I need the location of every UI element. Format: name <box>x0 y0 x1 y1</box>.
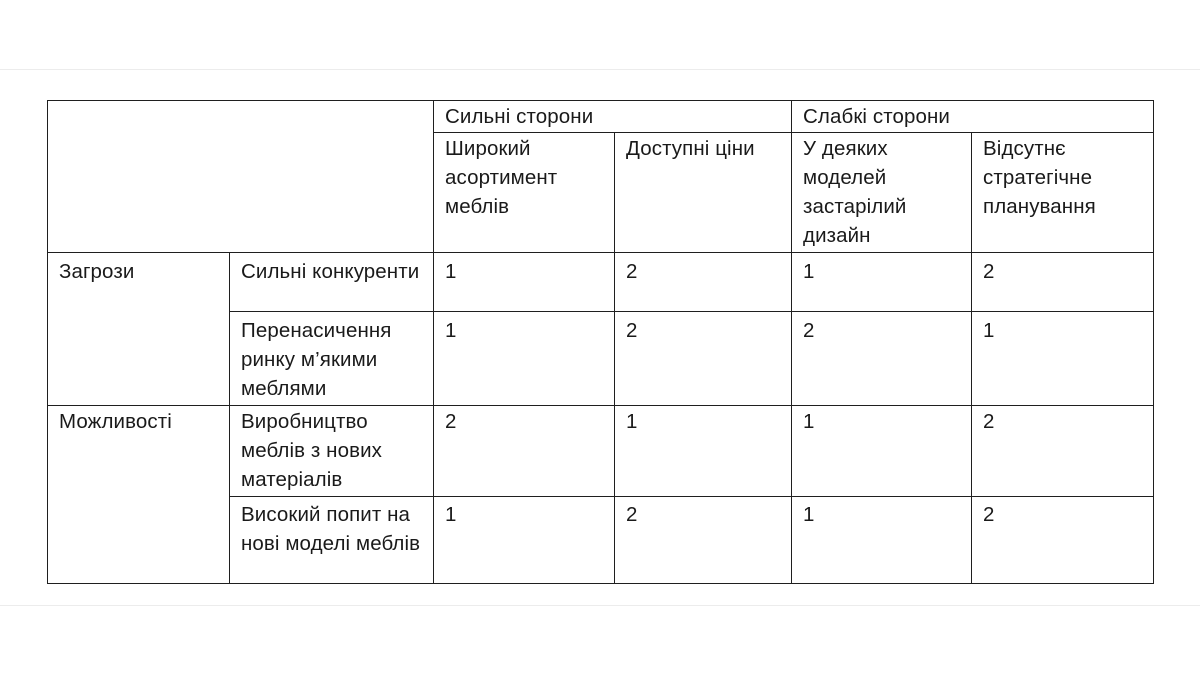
score-cell: 1 <box>434 497 615 584</box>
row-label: Виробництво меблів з нових матеріалів <box>230 406 434 497</box>
group-header-row <box>48 101 1154 133</box>
factor-header: Широкий асортимент меблів <box>434 133 615 253</box>
table-row <box>48 406 1154 497</box>
score-cell: 2 <box>434 406 615 497</box>
row-label: Перенасичення ринку м’якими меблями <box>230 312 434 406</box>
score-cell: 2 <box>972 253 1154 312</box>
score-cell: 2 <box>792 312 972 406</box>
score-cell: 2 <box>972 497 1154 584</box>
opportunities-label: Можливості <box>48 406 230 584</box>
bottom-divider <box>0 605 1200 606</box>
threats-label: Загрози <box>48 253 230 406</box>
score-cell: 1 <box>792 406 972 497</box>
score-cell: 1 <box>792 253 972 312</box>
score-cell: 2 <box>615 253 792 312</box>
factor-header: У деяких моделей застарілий дизайн <box>792 133 972 253</box>
score-cell: 2 <box>615 497 792 584</box>
empty-corner-cell <box>48 101 434 253</box>
score-cell: 1 <box>434 312 615 406</box>
strengths-header: Сильні сторони <box>434 101 792 133</box>
row-label: Високий попит на нові моделі меблів <box>230 497 434 584</box>
swot-matrix-table <box>47 100 1154 584</box>
factor-header: Доступні ціни <box>615 133 792 253</box>
row-label: Сильні конкуренти <box>230 253 434 312</box>
score-cell: 2 <box>615 312 792 406</box>
table-row <box>48 253 1154 312</box>
weaknesses-header: Слабкі сторони <box>792 101 1154 133</box>
score-cell: 1 <box>615 406 792 497</box>
score-cell: 1 <box>792 497 972 584</box>
score-cell: 1 <box>434 253 615 312</box>
top-divider <box>0 69 1200 70</box>
score-cell: 2 <box>972 406 1154 497</box>
factor-header: Відсутнє стратегічне планування <box>972 133 1154 253</box>
score-cell: 1 <box>972 312 1154 406</box>
